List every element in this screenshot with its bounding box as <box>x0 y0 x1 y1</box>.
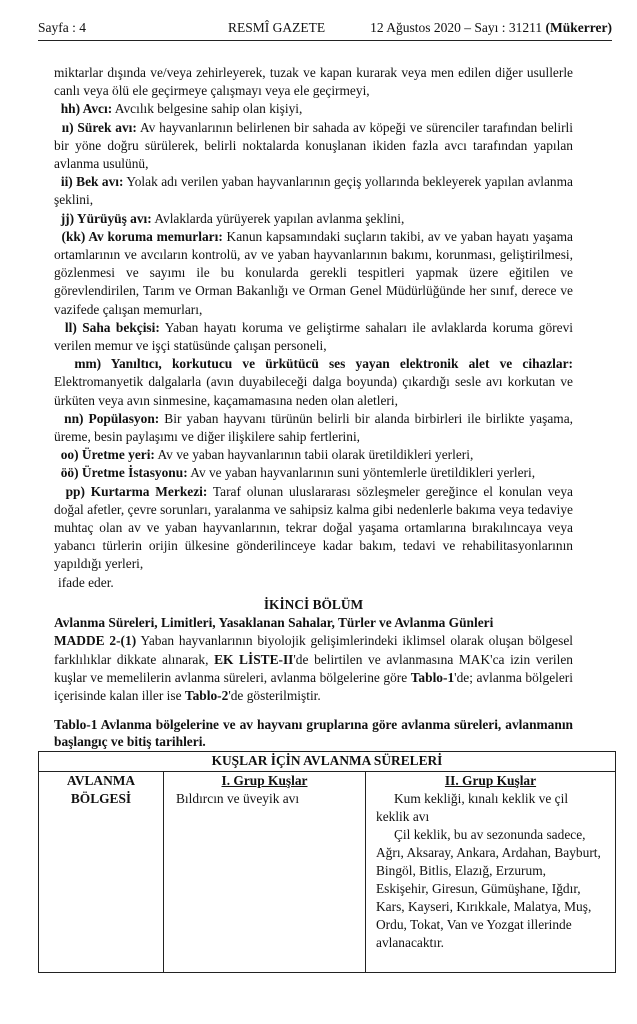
issue-date: 12 Ağustos 2020 – Sayı : 31211 <box>370 20 543 35</box>
definition-text: Av ve yaban hayvanlarının tabii olarak üretildikleri yerleri, <box>154 447 474 463</box>
definition-item <box>54 100 573 118</box>
definition-item <box>54 446 573 464</box>
definition-item <box>54 119 573 174</box>
group1-text: Bıldırcın ve üveyik avı <box>176 791 300 806</box>
definition-term: pp) Kurtarma Merkezi: <box>65 483 208 499</box>
definitions-list <box>54 100 573 573</box>
section-subtitle: Avlanma Süreleri, Limitleri, Yasaklanan Sahalar, Türler ve Avlanma Günleri <box>54 615 494 631</box>
group1-column <box>164 772 366 972</box>
definition-item <box>54 464 573 482</box>
definition-term: ii) Bek avı: <box>60 174 124 190</box>
definition-term: jj) Yürüyüş avı: <box>60 210 152 226</box>
definition-term: oo) Üretme yeri: <box>60 447 155 463</box>
definition-text: Avlaklarda yürüyerek yapılan avlanma şeklini, <box>151 210 405 226</box>
definition-item <box>54 228 573 319</box>
definition-term: mm) Yanıltıcı, korkutucu ve ürkütücü ses yayan elektronik alet ve cihazlar: <box>74 356 573 372</box>
table-title: KUŞLAR İÇİN AVLANMA SÜRELERİ <box>39 752 615 772</box>
definition-text: Av ve yaban hayvanlarının suni yöntemlerle üretildikleri yerleri, <box>187 465 536 481</box>
hunting-periods-table <box>38 751 616 973</box>
article-label: MADDE 2-(1) <box>54 633 137 649</box>
definition-item <box>54 483 573 574</box>
definition-text: Av hayvanlarının belirlenen bir sahada av köpeği ve sürenciler tarafından belirli bir yöne doğru sürülerek, belirli noktalarda konuşlanan ikiden fazla avcı tarafından yapılan avlanma usulünü, <box>54 119 573 172</box>
definition-term: (kk) Av koruma memurları: <box>61 228 223 244</box>
article-bold-3: Tablo-2 <box>184 687 229 703</box>
group2-column <box>366 772 615 972</box>
table-caption: Tablo-1 Avlanma bölgelerine ve av hayvanı gruplarına göre avlanma süreleri, avlanmanın başlangıç ve bitiş tarihleri. <box>54 717 573 749</box>
definition-term: nn) Popülasyon: <box>64 410 160 426</box>
region-head-line2: BÖLGESİ <box>70 791 132 806</box>
article-text-4: 'de gösterilmiştir. <box>228 687 321 703</box>
group1-header: I. Grup Kuşlar <box>221 773 308 788</box>
article-text-2: 'de belirtilen ve avlanmasına MAK'ca izin verilen kuşlar ve memelilerin avlanma süreleri, avlanma bölgelerine göre <box>54 651 573 685</box>
definition-item <box>54 173 573 209</box>
region-column <box>39 772 164 972</box>
group2-p2: Çil keklik, bu av sezonunda sadece, Ağrı, Aksaray, Ankara, Ardahan, Bayburt, Bingöl, Bitlis, Elazığ, Erzurum, Eskişehir, Giresun, Gümüşhane, Iğdır, Kars, Kayseri, Kırıkkale, Malatya, Muş, Ordu, Tokat, Van ve Yozgat illerinde avlanacaktır. <box>376 827 601 950</box>
issue-note: (Mükerrer) <box>545 20 612 35</box>
group2-text-1 <box>366 790 615 826</box>
definition-item <box>54 319 573 355</box>
document-body <box>54 64 573 705</box>
definition-text: Taraf olunan uluslararası sözleşmeler gereğince el konulan veya doğal afetler, çevre sorunları, yaralanma ve sahipsiz kalma gibi nedenlerle bakıma veya tedaviye muhtaç olan av ve yaban hayvanlarının, tekrar doğal yaşama ortamlarına bırakılıncaya veya yabancı türlerin orijin ülkesine gönderilinceye kadar bakım, tedavi ve rehabilitasyonlarının yapıldığı yerleri, <box>54 483 573 572</box>
definition-item <box>54 355 573 410</box>
group2-text-2 <box>366 826 615 952</box>
closing-text: ifade eder. <box>58 574 114 590</box>
definition-term: öö) Üretme İstasyonu: <box>60 465 188 481</box>
article-bold-1: EK LİSTE-II <box>214 651 294 667</box>
definition-text: Yolak adı verilen yaban hayvanlarının geçiş yollarında bekleyerek yapılan avlanma şeklini, <box>54 174 573 208</box>
definition-term: hh) Avcı: <box>60 101 113 117</box>
page-number: Sayfa : 4 <box>38 20 86 35</box>
definition-term: ıı) Sürek avı: <box>61 119 137 135</box>
region-head-line1: AVLANMA <box>66 773 136 788</box>
article-paragraph <box>54 632 573 705</box>
page-header <box>38 16 612 41</box>
group2-p1: Kum kekliği, kınalı keklik ve çil keklik avı <box>376 791 569 824</box>
article-text-1: Yaban hayvanlarının biyolojik gelişimlerindeki iklimsel olarak oluşan bölgesel farklılıklar dikkate alınarak, <box>54 633 573 667</box>
issue-info <box>370 20 612 36</box>
definition-text: Bir yaban hayvanı türünün belirli bir alanda birbirleri ile birlikte yaşama, üreme, besin paylaşımı ve diğer ilişkilere sahip fertlerini, <box>54 410 573 445</box>
definition-item <box>54 210 573 228</box>
definition-term: ll) Saha bekçisi: <box>64 319 160 335</box>
intro-paragraph: miktarlar dışında ve/veya zehirleyerek, tuzak ve kapan kurarak veya men edilen diğer usullerle canlı veya ölü ele geçirmeye çalışmayı veya ele geçirmeyi, <box>54 65 573 99</box>
definition-text: Avcılık belgesine sahip olan kişiyi, <box>112 101 303 117</box>
article-bold-2: Tablo-1 <box>410 669 455 685</box>
definition-item <box>54 410 573 446</box>
article-text-3: 'de; avlanma bölgeleri içerisinde kalan iller ise <box>54 669 573 703</box>
definition-text: Yaban hayatı koruma ve geliştirme sahaları ile avlaklarda koruma görevi verilen memur ve işçi statüsünde çalışan personeli, <box>54 319 573 354</box>
gazette-name: RESMÎ GAZETE <box>228 20 326 35</box>
definition-text: Elektromanyetik dalgalarla (avın duyabileceği dalga boyunda) çıkardığı sesle avı korkutan ve ürküten veya avın sinmesine, kaçamamasına neden olan aletleri, <box>54 374 573 408</box>
group2-header: II. Grup Kuşlar <box>444 773 537 788</box>
definition-text: Kanun kapsamındaki suçların takibi, av ve yaban hayatı yaşama ortamlarının ve avcıların kontrolü, av ve yaban hayvanlarının bakımı, korunması, geliştirilmesi, gözlenmesi ve sayımı ile bu konularda gerekli tespitleri yapmak üzere eğitilen ve görevlendirilen, Tarım ve Orman Bakanlığı ve Orman Genel Müdürlüğünde her sınıf, derece ve vazifede çalışan memurları, <box>54 228 573 317</box>
section-title: İKİNCİ BÖLÜM <box>263 596 364 612</box>
